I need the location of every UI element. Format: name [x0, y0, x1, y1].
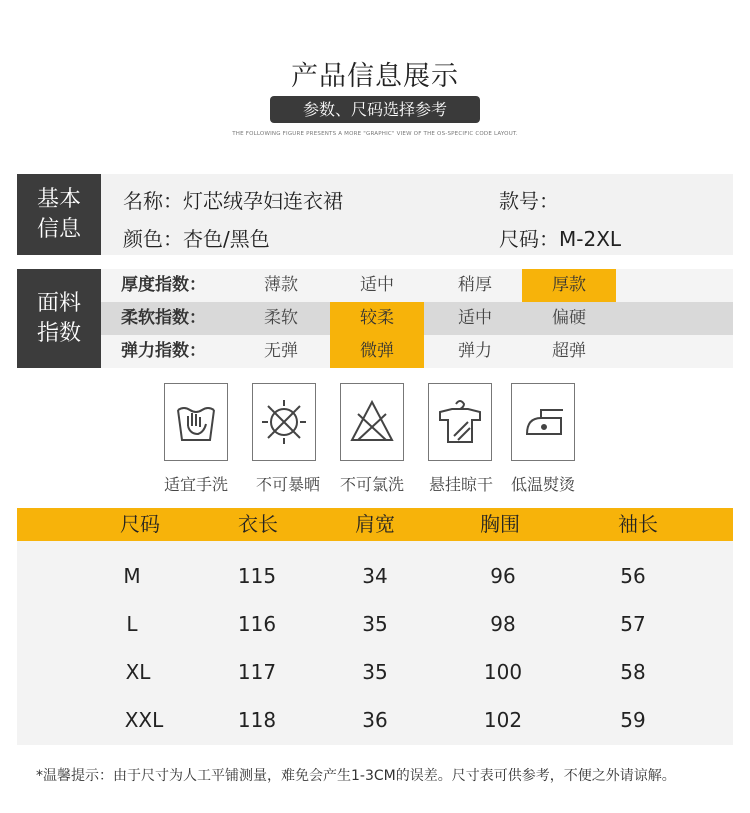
size-note: *温馨提示：由于尺寸为人工平铺测量，难免会产生1-3CM的误差。尺寸表可供参考，不便之外请谅解。	[36, 768, 676, 784]
size-table-body	[17, 541, 733, 745]
hang-dry-icon	[428, 383, 492, 461]
fabric-index-label: 面料 指数	[17, 269, 101, 368]
basic-info-panel	[101, 174, 733, 255]
column-header: 胸围	[480, 512, 520, 536]
fabric-option: 无弹	[264, 341, 298, 361]
fabric-row-elasticity	[101, 335, 733, 368]
page-title: 产品信息展示	[291, 61, 459, 92]
column-header: 衣长	[238, 512, 278, 536]
table-cell: 58	[620, 660, 646, 684]
table-cell: 100	[483, 660, 523, 684]
care-label: 低温熨烫	[510, 475, 575, 494]
no-sun-dry-icon	[252, 383, 316, 461]
table-cell: 98	[490, 612, 516, 636]
table-cell: 102	[483, 708, 523, 732]
table-cell: XL	[125, 660, 151, 684]
fabric-option: 柔软	[264, 308, 298, 328]
table-cell: 118	[237, 708, 277, 732]
low-iron-icon	[511, 383, 575, 461]
care-label: 不可暴晒	[255, 475, 320, 494]
fabric-option: 厚款	[522, 269, 616, 302]
table-cell: XXL	[124, 708, 164, 732]
fabric-option: 偏硬	[552, 308, 586, 328]
table-cell: 36	[362, 708, 388, 732]
fabric-option: 微弹	[330, 335, 424, 368]
column-header: 袖长	[618, 512, 658, 536]
table-cell: 59	[620, 708, 646, 732]
product-name: 名称：灯芯绒孕妇连衣裙	[123, 189, 343, 213]
hand-wash-icon	[164, 383, 228, 461]
table-cell: 56	[620, 564, 646, 588]
care-label: 悬挂晾干	[428, 475, 493, 494]
style-number: 款号：	[499, 189, 559, 213]
header-subtitle: THE FOLLOWING FIGURE PRESENTS A MORE "GRAPHIC" VIEW OF THE OS-SPECIFIC CODE LAYOUT.	[232, 131, 518, 137]
fabric-option: 较柔	[330, 302, 424, 335]
fabric-option: 适中	[458, 308, 492, 328]
fabric-row-thickness	[101, 269, 733, 302]
fabric-option: 超弹	[552, 341, 586, 361]
table-cell: 34	[362, 564, 388, 588]
fabric-option: 适中	[360, 275, 394, 295]
fabric-row-softness	[101, 302, 733, 335]
fabric-option: 弹力	[458, 341, 492, 361]
table-cell: 35	[362, 612, 388, 636]
table-cell: M	[123, 564, 141, 588]
table-cell: 115	[237, 564, 277, 588]
fabric-option: 稍厚	[458, 275, 492, 295]
fabric-row-label: 柔软指数：	[121, 308, 206, 328]
fabric-row-label: 厚度指数：	[121, 275, 206, 295]
care-label: 不可氯洗	[339, 475, 404, 494]
table-cell: 57	[620, 612, 646, 636]
fabric-option: 薄款	[264, 275, 298, 295]
section-pill: 参数、尺码选择参考	[270, 96, 480, 123]
fabric-row-label: 弹力指数：	[121, 341, 206, 361]
table-cell: 96	[490, 564, 516, 588]
table-cell: 117	[237, 660, 277, 684]
table-cell: 35	[362, 660, 388, 684]
care-label: 适宜手洗	[163, 475, 228, 494]
product-color: 颜色：杏色/黑色	[123, 227, 270, 251]
table-cell: L	[126, 612, 138, 636]
column-header: 肩宽	[355, 512, 395, 536]
product-size-range: 尺码：M-2XL	[499, 227, 622, 251]
column-header: 尺码	[120, 512, 160, 536]
basic-info-label: 基本 信息	[17, 174, 101, 255]
table-cell: 116	[237, 612, 277, 636]
no-bleach-icon	[340, 383, 404, 461]
size-table-header	[17, 508, 733, 541]
